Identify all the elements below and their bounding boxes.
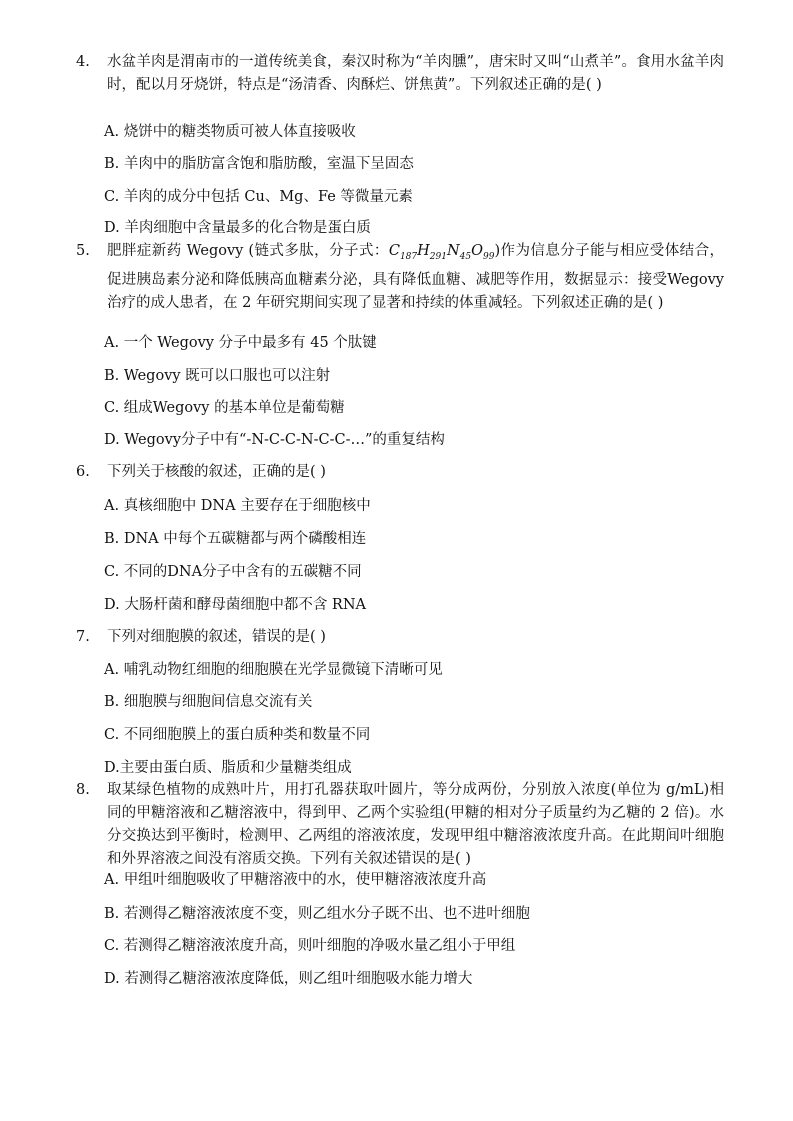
- option-b: B. 若测得乙糖溶液浓度不变，则乙组水分子既不出、也不进叶细胞: [104, 906, 530, 922]
- option-c: C. 不同细胞膜上的蛋白质种类和数量不同: [104, 727, 371, 743]
- molecular-formula: $C_{187}H_{291}N_{45}O_{99}$: [388, 243, 495, 262]
- option-d: D. Wegovy分子中有“-N-C-C-N-C-C-…”的重复结构: [104, 432, 445, 448]
- question-stem: 取某绿色植物的成熟叶片，用打孔器获取叶圆片，等分成两份，分别放入浓度(单位为 g/mL)相同的甲糖溶液和乙糖溶液中，得到甲、乙两个实验组(甲糖的相对分子质量约为乙糖的 2 倍)。水分交换达到平衡时，检测甲、乙两组的溶液浓度，发现甲组中糖溶液浓度升高。在此期间叶细胞和外界溶液之间没有溶质交换。下列有关叙述错误的是( ): [107, 782, 724, 867]
- question-stem: 下列对细胞膜的叙述，错误的是( ): [107, 629, 326, 645]
- option-d: D.主要由蛋白质、脂质和少量糖类组成: [104, 760, 352, 776]
- question-stem: [107, 240, 724, 315]
- question-stem: 水盆羊肉是渭南市的一道传统美食，秦汉时称为“羊肉臐”，唐宋时又叫“山煮羊”。食用水盆羊肉时，配以月牙烧饼，特点是“汤清香、肉酥烂、饼焦黄”。下列叙述正确的是( ): [107, 54, 724, 93]
- question-8: [76, 779, 724, 871]
- option-d: D. 大肠杆菌和酵母菌细胞中都不含 RNA: [104, 597, 367, 613]
- question-4: [76, 51, 724, 97]
- question-stem: 下列关于核酸的叙述，正确的是( ): [107, 464, 326, 480]
- option-a: A. 烧饼中的糖类物质可被人体直接吸收: [104, 124, 356, 140]
- option-b: B. 细胞膜与细胞间信息交流有关: [104, 694, 313, 710]
- question-number: 8.: [76, 782, 90, 798]
- option-b: B. Wegovy 既可以口服也可以注射: [104, 368, 331, 384]
- option-d: D. 羊肉细胞中含量最多的化合物是蛋白质: [104, 220, 371, 236]
- option-c: C. 若测得乙糖溶液浓度升高，则叶细胞的净吸水量乙组小于甲组: [104, 938, 516, 954]
- stem-text-after: )作为信息分子能与相应受体结合，促进胰岛素分泌和降低胰高血糖素分泌，具有降低血糖、减肥等作用，数据显示：接受Wegovy 治疗的成人患者，在 2 年研究期间实现了显著和持续的体重减轻。下列叙述正确的是( ): [107, 243, 725, 311]
- question-number: 5.: [76, 243, 90, 259]
- question-number: 4.: [76, 54, 90, 70]
- option-b: B. DNA 中每个五碳糖都与两个磷酸相连: [104, 531, 367, 547]
- question-number: 7.: [76, 629, 90, 645]
- question-6: [76, 461, 724, 484]
- option-d: D. 若测得乙糖溶液浓度降低，则乙组叶细胞吸水能力增大: [104, 971, 473, 987]
- option-c: C. 不同的DNA分子中含有的五碳糖不同: [104, 564, 362, 580]
- option-c: C. 羊肉的成分中包括 Cu、Mg、Fe 等微量元素: [104, 189, 413, 205]
- question-5: [76, 240, 724, 315]
- option-a: A. 哺乳动物红细胞的细胞膜在光学显微镜下清晰可见: [104, 662, 443, 678]
- question-number: 6.: [76, 464, 90, 480]
- stem-text-before: 肥胖症新药 Wegovy (链式多肽，分子式：: [107, 243, 389, 259]
- option-c: C. 组成Wegovy 的基本单位是葡萄糖: [104, 400, 345, 416]
- question-7: [76, 626, 724, 649]
- option-a: A. 一个 Wegovy 分子中最多有 45 个肽键: [104, 335, 377, 351]
- option-a: A. 真核细胞中 DNA 主要存在于细胞核中: [104, 498, 371, 514]
- option-a: A. 甲组叶细胞吸收了甲糖溶液中的水，使甲糖溶液浓度升高: [104, 872, 487, 888]
- option-b: B. 羊肉中的脂肪富含饱和脂肪酸，室温下呈固态: [104, 156, 414, 172]
